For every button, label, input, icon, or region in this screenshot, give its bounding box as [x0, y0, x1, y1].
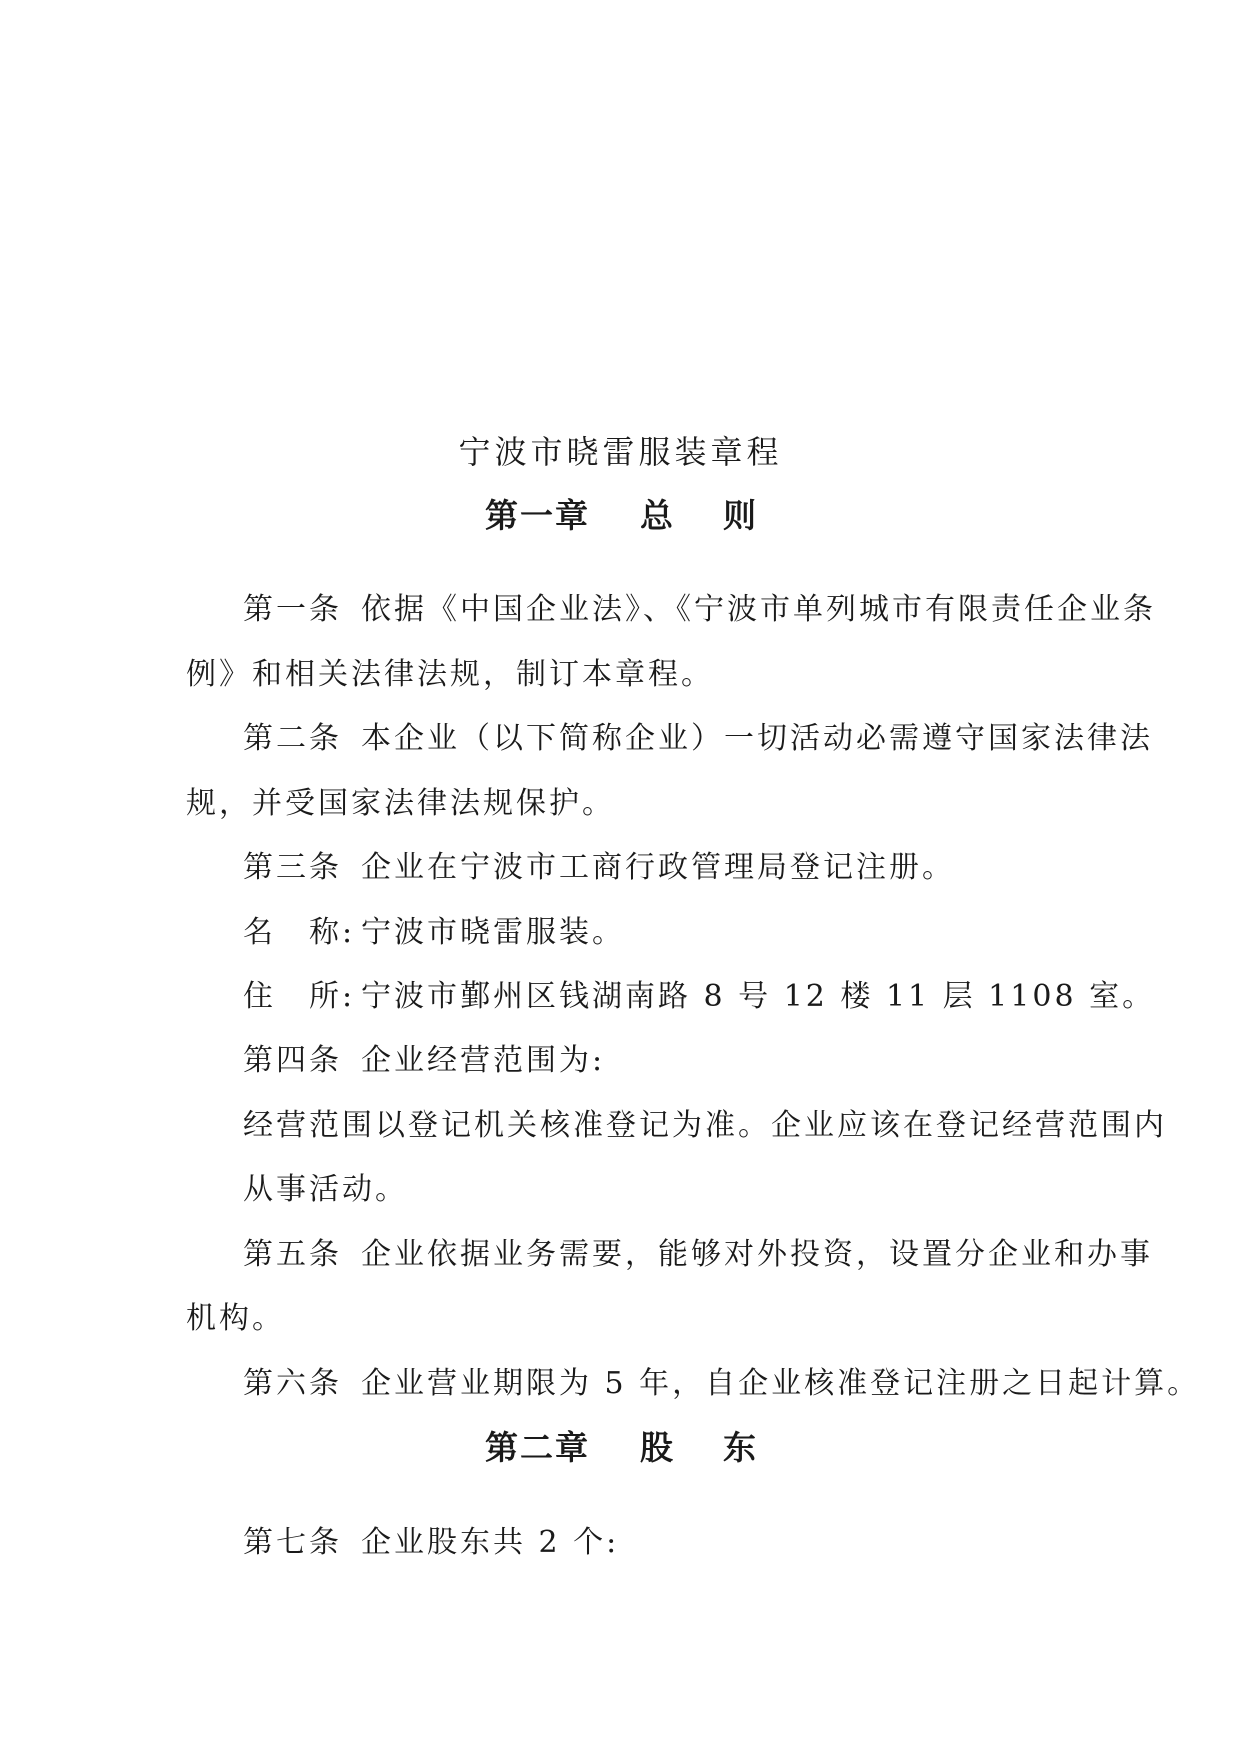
document-title: 宁波市晓雷服装章程 [458, 433, 783, 471]
article-number: 第四条 [243, 1043, 342, 1078]
article-4-line-1 [243, 1041, 605, 1081]
chapter-1-heading [0, 494, 1241, 538]
article-number: 第五条 [243, 1237, 342, 1272]
company-address-field [243, 977, 1155, 1017]
article-3-line-1 [243, 848, 955, 888]
article-text: 企业依据业务需要，能够对外投资，设置分企业和办事 [361, 1237, 1153, 1272]
field-value: 宁波市鄞州区钱湖南路 8 号 12 楼 11 层 1108 室。 [361, 979, 1156, 1014]
chapter-title-char-1: 股 [640, 1428, 673, 1467]
article-number: 第二条 [243, 721, 342, 756]
article-text: 企业经营范围为: [361, 1043, 606, 1078]
article-text: 企业营业期限为 5 年，自企业核准登记注册之日起计算。 [361, 1366, 1201, 1401]
article-5-line-2: 机构。 [186, 1301, 285, 1336]
article-5-line-1 [243, 1235, 1153, 1275]
article-text: 企业在宁波市工商行政管理局登记注册。 [361, 850, 955, 885]
article-number: 第七条 [243, 1525, 342, 1560]
chapter-number: 第一章 [485, 496, 590, 535]
chapter-2-heading [0, 1426, 1241, 1470]
article-1-line-1 [243, 590, 1156, 630]
business-scope-line-1: 经营范围以登记机关核准登记为准。企业应该在登记经营范围内 [243, 1108, 1167, 1143]
field-label: 住 所: [243, 979, 356, 1014]
business-scope-line-2: 从事活动。 [243, 1172, 408, 1207]
article-2-line-2: 规，并受国家法律法规保护。 [186, 786, 615, 821]
article-2-line-1 [243, 719, 1153, 759]
chapter-title-char-1: 总 [640, 496, 673, 535]
article-7-line-1 [243, 1523, 619, 1563]
article-text: 企业股东共 2 个: [361, 1525, 620, 1560]
article-text: 本企业（以下简称企业）一切活动必需遵守国家法律法 [361, 721, 1153, 756]
company-name-field [243, 913, 625, 953]
chapter-title-char-2: 东 [723, 1428, 756, 1467]
article-text: 依据《中国企业法》、《宁波市单列城市有限责任企业条 [361, 592, 1156, 627]
article-6-line-1 [243, 1364, 1200, 1404]
field-label: 名 称: [243, 915, 356, 950]
chapter-number: 第二章 [485, 1428, 590, 1467]
article-number: 第三条 [243, 850, 342, 885]
article-number: 第一条 [243, 592, 342, 627]
chapter-title-char-2: 则 [723, 496, 756, 535]
article-number: 第六条 [243, 1366, 342, 1401]
article-1-line-2: 例》和相关法律法规，制订本章程。 [186, 657, 714, 692]
field-value: 宁波市晓雷服装。 [361, 915, 625, 950]
